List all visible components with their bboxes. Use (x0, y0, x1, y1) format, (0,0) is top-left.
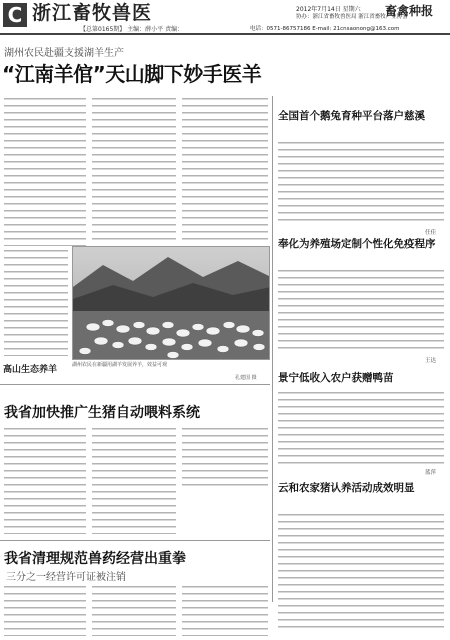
lead-body-col-2 (92, 98, 176, 244)
story4-headline: 云和农家猪认养活动成效明显 (278, 482, 415, 494)
sheep-flock-photo (72, 246, 270, 360)
section1-body-col-2 (92, 428, 176, 534)
masthead (0, 0, 450, 32)
photo-caption: 湖州农民在新疆用湖羊发展养羊，效益可观 (72, 362, 168, 368)
masthead-divider (0, 33, 450, 35)
section1-divider (0, 384, 270, 385)
contact-line: 电话：0571-86757186 E-mail: 21cnsaonong@163.com (250, 26, 400, 32)
page-title: 浙江畜牧兽医 (32, 2, 153, 24)
section2-body-col-1 (4, 586, 86, 636)
section2-subhead: 三分之一经营许可证被注销 (6, 572, 126, 583)
story2-headline: 奉化为养殖场定制个性化免疫程序 (278, 238, 436, 250)
section2-body-col-3 (182, 586, 268, 636)
story2-body (278, 270, 444, 354)
lead-body-col-left-lower (4, 250, 68, 356)
photo-side-label: 高山生态养羊 (3, 365, 58, 375)
organizer-line: 协办：浙江省畜牧兽医局 浙江省畜牧产业协会 (296, 14, 408, 20)
column-divider (272, 96, 273, 602)
section1-body-col-3 (182, 428, 268, 488)
section2-headline: 我省清理规范兽药经营出重拳 (4, 551, 186, 567)
story2-author: 王达 (425, 358, 437, 364)
date-line: 2012年7月14日 星期六 (296, 6, 361, 13)
lead-body-col-1 (4, 98, 86, 246)
lead-body-col-3 (182, 98, 268, 244)
lead-headline: “江南羊倌”天山脚下妙手医羊 (2, 62, 262, 86)
photo-credit: 孔建国 摄 (235, 375, 257, 381)
section-logo: C (3, 3, 27, 27)
story1-author: 任佳 (425, 230, 437, 236)
section2-divider (0, 540, 270, 541)
story1-body (278, 142, 444, 222)
paper-name: 畜禽种报 (385, 4, 434, 18)
story4-body (278, 514, 444, 632)
section1-headline: 我省加快推广生猪自动喂料系统 (4, 405, 200, 421)
story3-body (278, 392, 444, 464)
editor-info: 【总第0165期】 主编：薛小平 责编： (80, 26, 184, 33)
lead-kicker: 湖州农民赴疆支援湖羊生产 (4, 48, 124, 59)
story1-headline: 全国首个鹅兔育种平台落户慈溪 (278, 110, 425, 122)
section1-body-col-1 (4, 428, 86, 534)
story3-headline: 景宁低收入农户获赠鸭苗 (278, 372, 394, 384)
section2-body-col-2 (92, 586, 176, 636)
story3-author: 蓝萍 (425, 470, 437, 476)
